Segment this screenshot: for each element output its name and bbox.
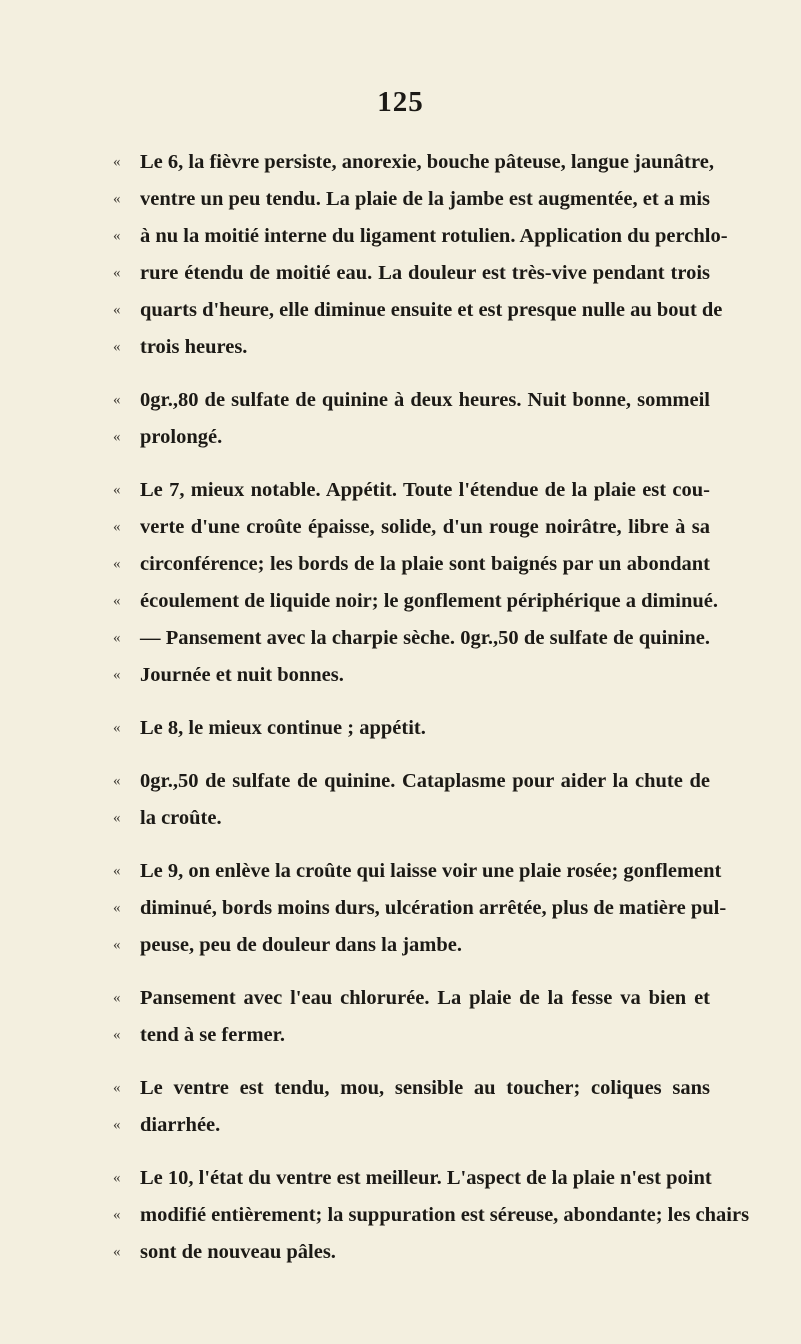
paragraph — [0, 763, 801, 837]
line-text: Le 9, on enlève la croûte qui laisse voir une plaie rosée; gonflement — [140, 860, 722, 882]
text-line — [0, 255, 801, 292]
line-text: écoulement de liquide noir; le gonflement périphérique a diminué. — [140, 590, 718, 612]
text-line — [0, 329, 801, 366]
text-line — [0, 1017, 801, 1054]
quote-mark: « — [113, 1244, 121, 1260]
line-text: ventre un peu tendu. La plaie de la jambe est augmentée, et a mis — [140, 188, 710, 210]
line-text: tend à se fermer. — [140, 1024, 285, 1046]
text-line — [0, 218, 801, 255]
quote-mark: « — [113, 773, 121, 789]
quote-mark: « — [113, 429, 121, 445]
paragraph — [0, 382, 801, 456]
line-text: Le 7, mieux notable. Appétit. Toute l'étendue de la plaie est cou- — [140, 479, 710, 501]
text-line — [0, 292, 801, 329]
line-text: diminué, bords moins durs, ulcération arrêtée, plus de matière pul- — [140, 897, 727, 919]
line-text: peuse, peu de douleur dans la jambe. — [140, 934, 462, 956]
text-line — [0, 509, 801, 546]
line-text: quarts d'heure, elle diminue ensuite et est presque nulle au bout de — [140, 299, 723, 321]
body-text — [0, 144, 801, 1287]
quote-mark: « — [113, 302, 121, 318]
text-line — [0, 890, 801, 927]
quote-mark: « — [113, 265, 121, 281]
line-text: prolongé. — [140, 426, 223, 448]
paragraph — [0, 144, 801, 366]
line-text: Le 10, l'état du ventre est meilleur. L'aspect de la plaie n'est point — [140, 1167, 712, 1189]
quote-mark: « — [113, 1027, 121, 1043]
quote-mark: « — [113, 810, 121, 826]
text-line — [0, 980, 801, 1017]
quote-mark: « — [113, 630, 121, 646]
text-line — [0, 144, 801, 181]
quote-mark: « — [113, 1207, 121, 1223]
line-text: 0gr.,50 de sulfate de quinine. Cataplasme pour aider la chute de — [140, 770, 710, 792]
quote-mark: « — [113, 519, 121, 535]
quote-mark: « — [113, 990, 121, 1006]
quote-mark: « — [113, 720, 121, 736]
paragraph — [0, 853, 801, 964]
text-line — [0, 800, 801, 837]
quote-mark: « — [113, 154, 121, 170]
quote-mark: « — [113, 228, 121, 244]
text-line — [0, 181, 801, 218]
line-text: modifié entièrement; la suppuration est séreuse, abondante; les chairs — [140, 1204, 750, 1226]
text-line — [0, 583, 801, 620]
text-line — [0, 1234, 801, 1271]
paragraph — [0, 1070, 801, 1144]
line-text: — Pansement avec la charpie sèche. 0gr.,50 de sulfate de quinine. — [140, 627, 710, 649]
quote-mark: « — [113, 392, 121, 408]
paragraph — [0, 1160, 801, 1271]
line-text: sont de nouveau pâles. — [140, 1241, 336, 1263]
line-text: diarrhée. — [140, 1114, 221, 1136]
paragraph — [0, 472, 801, 694]
line-text: trois heures. — [140, 336, 248, 358]
line-text: la croûte. — [140, 807, 222, 829]
text-line — [0, 657, 801, 694]
quote-mark: « — [113, 191, 121, 207]
quote-mark: « — [113, 863, 121, 879]
line-text: 0gr.,80 de sulfate de quinine à deux heures. Nuit bonne, sommeil — [140, 389, 710, 411]
line-text: Journée et nuit bonnes. — [140, 664, 344, 686]
page-number: 125 — [377, 86, 424, 118]
text-line — [0, 710, 801, 747]
text-line — [0, 382, 801, 419]
text-line — [0, 620, 801, 657]
line-text: circonférence; les bords de la plaie sont baignés par un abondant — [140, 553, 710, 575]
quote-mark: « — [113, 937, 121, 953]
quote-mark: « — [113, 482, 121, 498]
text-line — [0, 1070, 801, 1107]
paragraph — [0, 710, 801, 747]
text-line — [0, 1160, 801, 1197]
text-line — [0, 763, 801, 800]
quote-mark: « — [113, 556, 121, 572]
text-line — [0, 1197, 801, 1234]
text-line — [0, 853, 801, 890]
line-text: verte d'une croûte épaisse, solide, d'un rouge noirâtre, libre à sa — [140, 516, 710, 538]
line-text: à nu la moitié interne du ligament rotulien. Application du perchlo- — [140, 225, 728, 247]
text-line — [0, 472, 801, 509]
text-line — [0, 419, 801, 456]
text-line — [0, 546, 801, 583]
quote-mark: « — [113, 1170, 121, 1186]
paragraph — [0, 980, 801, 1054]
line-text: Pansement avec l'eau chlorurée. La plaie de la fesse va bien et — [140, 987, 710, 1009]
quote-mark: « — [113, 593, 121, 609]
line-text: Le 6, la fièvre persiste, anorexie, bouche pâteuse, langue jaunâtre, — [140, 151, 714, 173]
quote-mark: « — [113, 667, 121, 683]
text-line — [0, 927, 801, 964]
line-text: Le ventre est tendu, mou, sensible au toucher; coliques sans — [140, 1077, 710, 1099]
line-text: rure étendu de moitié eau. La douleur est très-vive pendant trois — [140, 262, 710, 284]
quote-mark: « — [113, 900, 121, 916]
quote-mark: « — [113, 1117, 121, 1133]
quote-mark: « — [113, 339, 121, 355]
line-text: Le 8, le mieux continue ; appétit. — [140, 717, 426, 739]
quote-mark: « — [113, 1080, 121, 1096]
text-line — [0, 1107, 801, 1144]
